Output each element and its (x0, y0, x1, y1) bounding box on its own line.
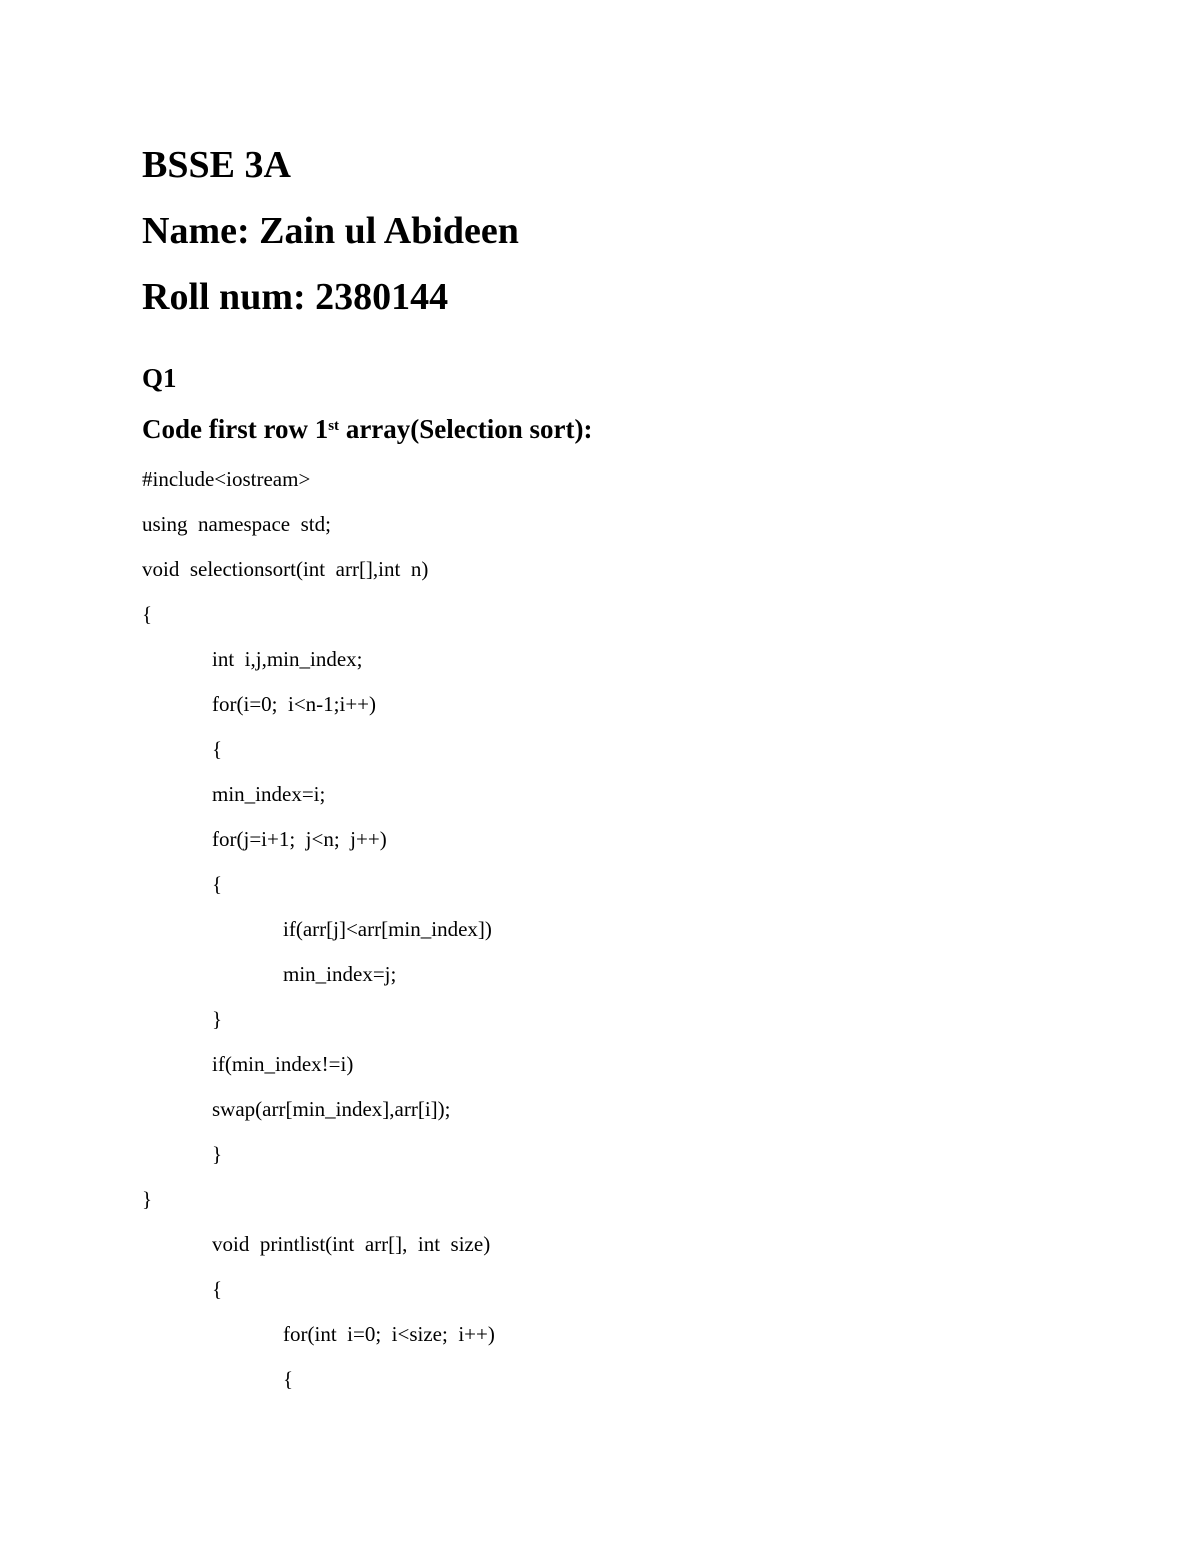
code-line: { (212, 1277, 223, 1301)
question-title (142, 413, 592, 445)
code-line: for(i=0; i<n-1;i++) (212, 692, 377, 716)
code-line: swap(arr[min_index],arr[i]); (212, 1097, 451, 1121)
code-line: { (283, 1367, 294, 1391)
code-line: } (142, 1187, 153, 1211)
code-line: for(j=i+1; j<n; j++) (212, 827, 387, 851)
question-label: Q1 (142, 363, 177, 393)
code-line: min_index=j; (283, 962, 397, 986)
code-line: if(arr[j]<arr[min_index]) (283, 917, 492, 941)
code-line: min_index=i; (212, 782, 326, 806)
code-line: } (212, 1142, 223, 1166)
code-line: using namespace std; (142, 512, 331, 536)
code-line: void selectionsort(int arr[],int n) (142, 557, 429, 581)
code-line: for(int i=0; i<size; i++) (283, 1322, 495, 1346)
student-name-heading: Name: Zain ul Abideen (142, 210, 519, 252)
code-line: int i,j,min_index; (212, 647, 363, 671)
code-line: #include<iostream> (142, 467, 311, 491)
question-title-superscript: st (328, 418, 340, 434)
code-line: { (142, 602, 153, 626)
class-heading: BSSE 3A (142, 144, 291, 186)
code-line: { (212, 737, 223, 761)
code-line: } (212, 1007, 223, 1031)
code-line: { (212, 872, 223, 896)
question-title-prefix: Code first row 1 (142, 414, 329, 444)
code-line: void printlist(int arr[], int size) (212, 1232, 491, 1256)
code-line: if(min_index!=i) (212, 1052, 354, 1076)
roll-number-heading: Roll num: 2380144 (142, 276, 449, 318)
question-title-suffix: array(Selection sort): (339, 414, 593, 444)
